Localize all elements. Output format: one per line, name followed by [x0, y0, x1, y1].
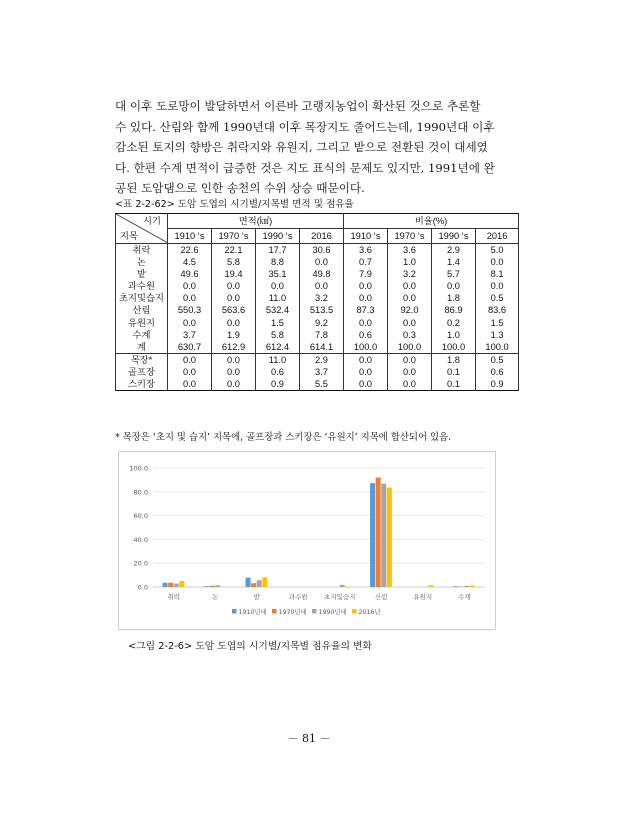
- table-cell: 3.7: [300, 366, 344, 378]
- table-footnote: * 목장은 ‘초지 및 습지’ 지목에, 골프장과 스키장은 ‘유원지’ 지목에 합산되어 있음.: [115, 432, 452, 443]
- table-cell: 1.5: [476, 317, 519, 329]
- table-cell: 100.0: [344, 341, 388, 354]
- table-cell: 0.0: [476, 280, 519, 292]
- table-cell: 1.4: [432, 256, 476, 268]
- area-group-header: 면적(㎢): [168, 214, 344, 229]
- bar: [168, 583, 173, 587]
- bar: [204, 586, 209, 587]
- table-cell: 0.0: [168, 317, 212, 329]
- table-cell: 0.0: [344, 353, 388, 366]
- table-cell: 19.4: [212, 268, 256, 280]
- chart-frame: [118, 451, 496, 630]
- table-cell: 8.8: [256, 256, 300, 268]
- body-paragraph: [115, 96, 519, 199]
- table-cell: 0.0: [256, 280, 300, 292]
- table-cell: 4.5: [168, 256, 212, 268]
- table-cell: 513.5: [300, 304, 344, 316]
- bar: [470, 585, 475, 587]
- table-row: [116, 341, 519, 354]
- table-cell: 0.0: [388, 317, 432, 329]
- table-cell: 0.1: [432, 378, 476, 391]
- year-header: 1990 ‘s: [256, 229, 300, 244]
- table-cell: 550.3: [168, 304, 212, 316]
- table-cell: 0.0: [212, 317, 256, 329]
- legend-swatch: [352, 609, 357, 614]
- table-cell: 0.0: [388, 378, 432, 391]
- table-cell: 0.6: [256, 366, 300, 378]
- row-label: 계: [116, 341, 168, 354]
- table-cell: 1.5: [256, 317, 300, 329]
- x-tick-label: 유원지: [413, 593, 433, 601]
- table-cell: 22.6: [168, 244, 212, 257]
- table-cell: 563.6: [212, 304, 256, 316]
- table-cell: 0.7: [344, 256, 388, 268]
- paragraph-line: 감소된 토지의 향방은 취락지와 유원지, 그리고 밭으로 전환된 것이 대세였: [115, 140, 488, 155]
- table-cell: 0.0: [212, 378, 256, 391]
- table-cell: 0.0: [168, 353, 212, 366]
- table-cell: 612.9: [212, 341, 256, 354]
- year-header: 1990 ‘s: [432, 229, 476, 244]
- bar: [376, 478, 381, 587]
- bar: [464, 586, 469, 587]
- bar: [370, 483, 375, 587]
- table-cell: 5.7: [432, 268, 476, 280]
- figure-caption: <그림 2-2-6> 도암 도엽의 시기별/지목별 점유율의 변화: [128, 641, 372, 652]
- bar: [215, 585, 220, 587]
- table-cell: 1.0: [388, 256, 432, 268]
- bar: [428, 585, 433, 587]
- table-cell: 0.9: [476, 378, 519, 391]
- table-cell: 7.8: [300, 329, 344, 341]
- table-row: [116, 329, 519, 341]
- table-cell: 7.9: [344, 268, 388, 280]
- legend-label: 1970년대: [278, 609, 307, 616]
- table-cell: 35.1: [256, 268, 300, 280]
- row-label: 과수원: [116, 280, 168, 292]
- bar: [340, 585, 345, 587]
- table-cell: 0.0: [168, 292, 212, 304]
- table-cell: 0.0: [344, 378, 388, 391]
- bar: [345, 586, 350, 587]
- table-cell: 92.0: [388, 304, 432, 316]
- table-row: [116, 268, 519, 280]
- y-tick-label: 0.0: [137, 583, 148, 592]
- table-row: [116, 256, 519, 268]
- table-cell: 0.0: [212, 353, 256, 366]
- row-label: 유원지: [116, 317, 168, 329]
- table-cell: 0.0: [212, 292, 256, 304]
- table-cell: 0.1: [432, 366, 476, 378]
- table-cell: 3.7: [168, 329, 212, 341]
- table-cell: 0.0: [212, 280, 256, 292]
- table-cell: 0.5: [476, 353, 519, 366]
- y-tick-label: 60.0: [133, 512, 148, 521]
- table-cell: 11.0: [256, 292, 300, 304]
- bar: [210, 586, 215, 587]
- bar: [179, 581, 184, 587]
- table-caption: <표 2-2-62> 도암 도엽의 시기별/지목별 면적 및 점유율: [115, 199, 354, 210]
- y-tick-label: 80.0: [133, 488, 148, 497]
- paragraph-line: 수 있다. 산림와 함께 1990년대 이후 목장지도 줄어드는데, 1990년대 이후: [115, 119, 495, 134]
- table-cell: 22.1: [212, 244, 256, 257]
- row-label: 목장*: [116, 353, 168, 366]
- table-cell: 5.8: [212, 256, 256, 268]
- ratio-group-header: 비율(%): [344, 214, 519, 229]
- table-cell: 5.5: [300, 378, 344, 391]
- table-cell: 0.6: [476, 366, 519, 378]
- table-cell: 11.0: [256, 353, 300, 366]
- table-cell: 0.0: [388, 292, 432, 304]
- legend-label: 1910년대: [238, 609, 267, 616]
- row-label: 산림: [116, 304, 168, 316]
- table-cell: 0.0: [476, 256, 519, 268]
- year-header: 1970 ‘s: [388, 229, 432, 244]
- table-corner-cell: [116, 214, 168, 244]
- table-cell: 5.0: [476, 244, 519, 257]
- occupancy-bar-chart: [119, 452, 495, 629]
- bar: [262, 577, 267, 587]
- paragraph-line: 대 이후 도로망이 발달하면서 이른바 고랭지농업이 확산된 것으로 추론할: [115, 99, 481, 113]
- table-cell: 0.0: [344, 317, 388, 329]
- year-header: 2016: [476, 229, 519, 244]
- table-cell: 100.0: [388, 341, 432, 354]
- x-tick-label: 취락: [167, 593, 181, 601]
- legend-swatch: [232, 609, 237, 614]
- x-tick-label: 밭: [253, 593, 260, 601]
- table-cell: 0.0: [388, 366, 432, 378]
- year-header: 1910 ‘s: [168, 229, 212, 244]
- land-use-table: [115, 213, 519, 391]
- table-cell: 614.1: [300, 341, 344, 354]
- x-tick-label: 수계: [457, 593, 471, 601]
- row-label: 골프장: [116, 366, 168, 378]
- table-cell: 0.0: [388, 353, 432, 366]
- table-cell: 17.7: [256, 244, 300, 257]
- x-tick-label: 과수원: [288, 593, 308, 601]
- table-cell: 100.0: [432, 341, 476, 354]
- table-row: [116, 244, 519, 257]
- table-cell: 0.6: [344, 329, 388, 341]
- y-tick-label: 20.0: [133, 559, 148, 568]
- table-cell: 0.0: [344, 366, 388, 378]
- paragraph-line: 공된 도암댐으로 인한 송천의 수위 상승 때문이다.: [115, 181, 365, 196]
- table-cell: 5.8: [256, 329, 300, 341]
- table-cell: 0.0: [168, 378, 212, 391]
- table-cell: 2.9: [432, 244, 476, 257]
- y-tick-label: 40.0: [133, 535, 148, 544]
- y-tick-label: 100.0: [129, 464, 148, 473]
- table-row: [116, 304, 519, 316]
- table-cell: 100.0: [476, 341, 519, 354]
- row-label: 취락: [116, 244, 168, 257]
- table-cell: 3.6: [388, 244, 432, 257]
- table-row: [116, 317, 519, 329]
- table-cell: 1.8: [432, 292, 476, 304]
- table-row: [116, 378, 519, 391]
- legend-label: 2016년: [358, 609, 381, 616]
- table-cell: 0.0: [432, 280, 476, 292]
- legend-swatch: [272, 609, 277, 614]
- row-label: 수계: [116, 329, 168, 341]
- table-row: [116, 292, 519, 304]
- bar: [387, 488, 392, 587]
- bar: [246, 578, 251, 587]
- table-cell: 9.2: [300, 317, 344, 329]
- table-cell: 0.0: [300, 280, 344, 292]
- table-cell: 0.0: [168, 366, 212, 378]
- table-cell: 630.7: [168, 341, 212, 354]
- corner-top-label: 시기: [143, 216, 161, 226]
- table-cell: 0.2: [432, 317, 476, 329]
- table-cell: 2.9: [300, 353, 344, 366]
- table-cell: 3.2: [388, 268, 432, 280]
- table-cell: 612.4: [256, 341, 300, 354]
- table-cell: 532.4: [256, 304, 300, 316]
- table-cell: 1.3: [476, 329, 519, 341]
- corner-bottom-label: 지목: [120, 230, 138, 241]
- table-row: [116, 353, 519, 366]
- table-cell: 30.6: [300, 244, 344, 257]
- table-cell: 0.3: [388, 329, 432, 341]
- table-cell: 3.6: [344, 244, 388, 257]
- legend-swatch: [312, 609, 317, 614]
- year-header: 1910 ‘s: [344, 229, 388, 244]
- row-label: 초지및습지: [116, 292, 168, 304]
- table-cell: 0.0: [344, 280, 388, 292]
- table-cell: 0.0: [168, 280, 212, 292]
- x-tick-label: 초지및습지: [324, 593, 356, 601]
- x-tick-label: 논: [212, 593, 219, 601]
- bar: [381, 484, 386, 587]
- table-cell: 49.6: [168, 268, 212, 280]
- table-cell: 1.8: [432, 353, 476, 366]
- bar: [453, 586, 458, 587]
- table-cell: 0.0: [212, 366, 256, 378]
- table-cell: 0.0: [388, 280, 432, 292]
- year-header: 2016: [300, 229, 344, 244]
- table-cell: 83.6: [476, 304, 519, 316]
- table-cell: 3.2: [300, 292, 344, 304]
- bar: [174, 584, 179, 587]
- row-label: 논: [116, 256, 168, 268]
- bar: [251, 583, 256, 587]
- bar: [163, 583, 168, 587]
- row-label: 밭: [116, 268, 168, 280]
- table-row: [116, 280, 519, 292]
- table-cell: 0.0: [344, 292, 388, 304]
- table-cell: 0.0: [300, 256, 344, 268]
- table-cell: 0.5: [476, 292, 519, 304]
- x-tick-label: 산림: [374, 593, 388, 601]
- table-cell: 86.9: [432, 304, 476, 316]
- paragraph-line: 다. 한편 수계 면적이 급증한 것은 지도 표식의 문제도 있지만, 1991년에 완: [115, 160, 495, 175]
- bar: [257, 580, 262, 587]
- table-row: [116, 366, 519, 378]
- table-cell: 0.9: [256, 378, 300, 391]
- table-cell: 1.0: [432, 329, 476, 341]
- year-header: 1970 ‘s: [212, 229, 256, 244]
- table-cell: 49.8: [300, 268, 344, 280]
- row-label: 스키장: [116, 378, 168, 391]
- table-cell: 1.9: [212, 329, 256, 341]
- legend-label: 1990년대: [318, 609, 347, 616]
- table-cell: 8.1: [476, 268, 519, 280]
- page-number: － 81 －: [287, 732, 331, 745]
- table-cell: 87.3: [344, 304, 388, 316]
